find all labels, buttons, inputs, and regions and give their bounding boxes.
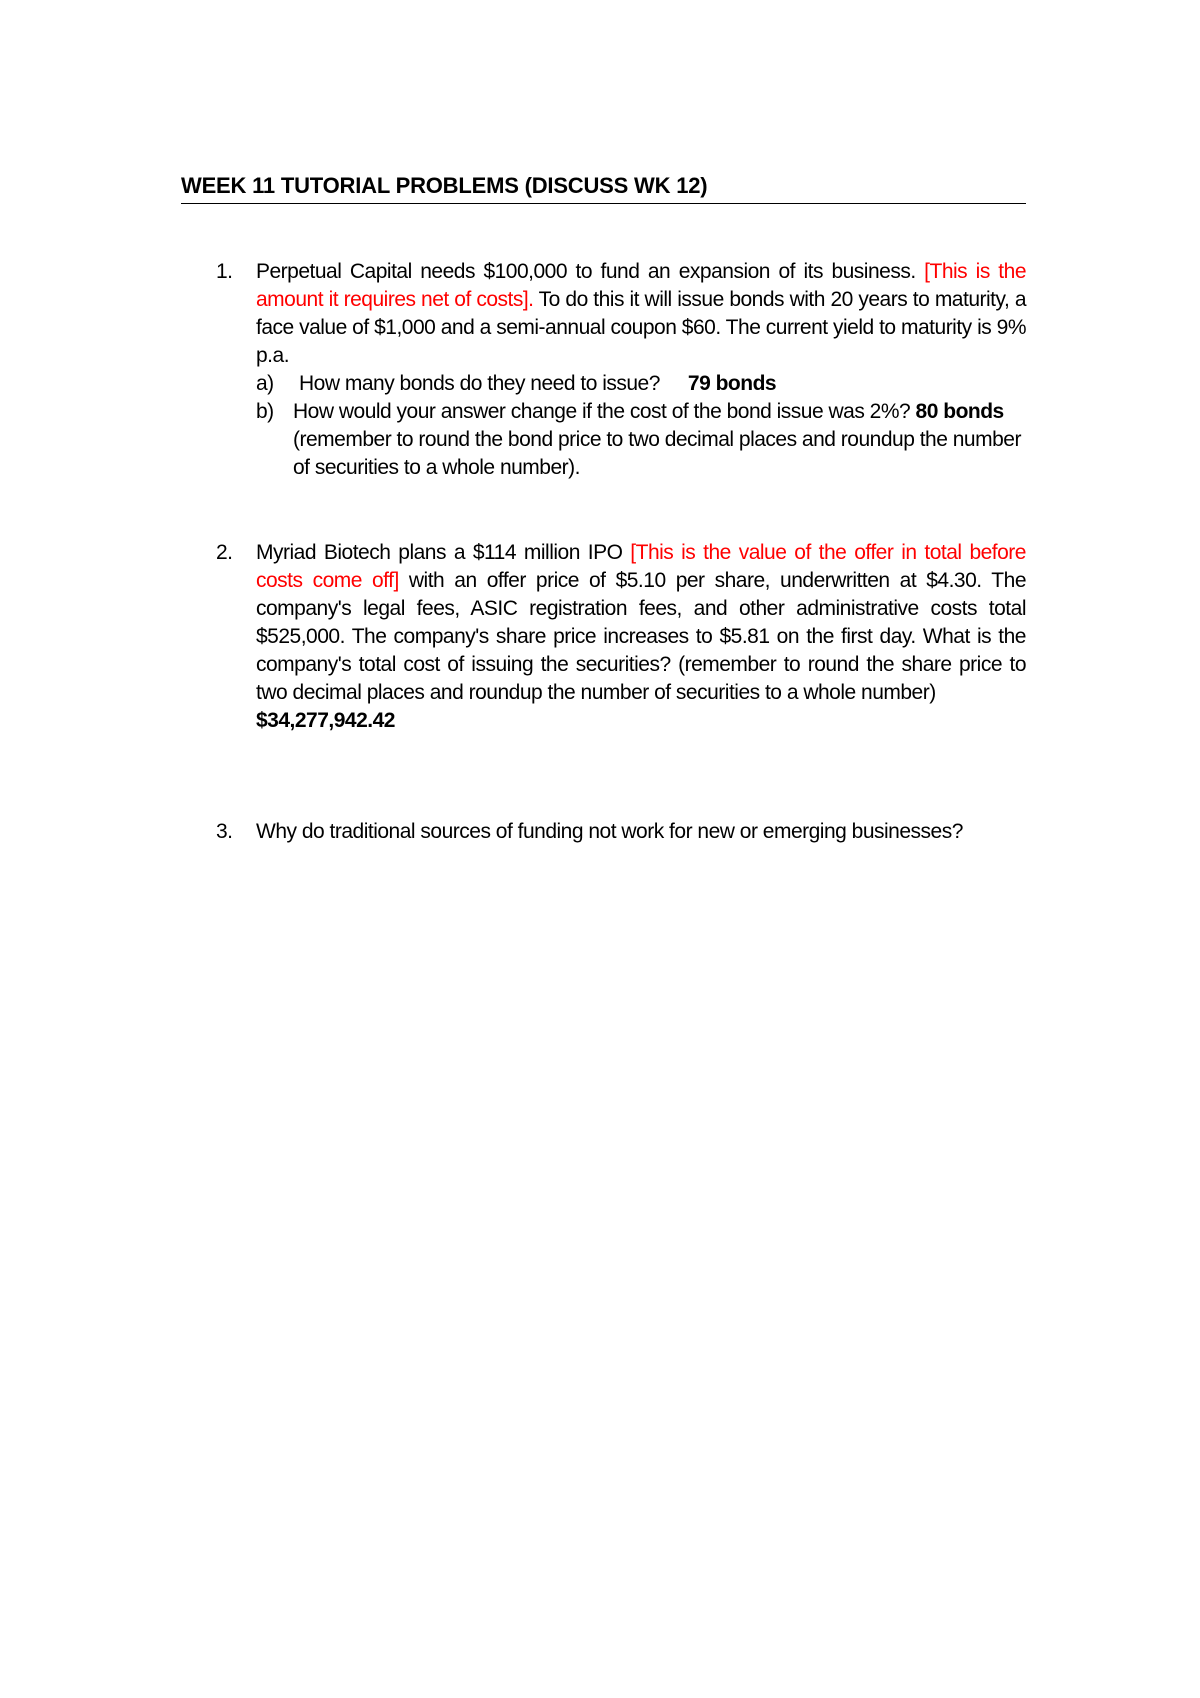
question-1	[216, 258, 1026, 482]
sub-question-label: b)	[256, 400, 274, 423]
answer: 80 bonds	[915, 400, 1004, 423]
answer: $34,277,942.42	[256, 709, 395, 732]
question-text	[256, 539, 1026, 707]
instructor-note: [This is the amount it requires net of costs].	[256, 260, 1026, 311]
question-number: 3.	[216, 820, 233, 843]
question-3	[216, 818, 1026, 846]
question-2	[216, 539, 1026, 735]
sub-question-text: How would your answer change if the cost of the bond issue was 2%?	[293, 400, 916, 423]
question-text: Why do traditional sources of funding not work for new or emerging businesses?	[256, 820, 963, 843]
page-title: WEEK 11 TUTORIAL PROBLEMS (DISCUSS WK 12)	[181, 172, 1026, 204]
sub-question-label: a)	[256, 372, 274, 395]
sub-question-a	[256, 370, 1026, 398]
question-number: 1.	[216, 260, 233, 283]
instructor-note: [This is the value of the offer in total before costs come off]	[256, 541, 1026, 592]
question-text-part: Myriad Biotech plans a $114 million IPO	[256, 541, 631, 564]
question-text	[256, 258, 1026, 370]
question-text-part: Perpetual Capital needs $100,000 to fund an expansion of its business.	[256, 260, 925, 283]
sub-question-text: How many bonds do they need to issue?	[299, 372, 660, 395]
question-text-part: To do this it will issue bonds with 20 years to maturity, a face value of $1,000 and a semi-annual coupon $60. The current yield to maturity is 9% p.a.	[256, 288, 1026, 367]
rounding-note: (remember to round the bond price to two decimal places and roundup the number of securities to a whole number).	[293, 428, 1021, 479]
question-number: 2.	[216, 541, 233, 564]
sub-question-b	[256, 398, 1026, 482]
question-text-part: with an offer price of $5.10 per share, underwritten at $4.30. The company's legal fees, ASIC registration fees, and other administrative costs total $525,000. The company's share price increases to $5.81 on the first day. What is the company's total cost of issuing the securities? (remember to round the share price to two decimal places and roundup the number of securities to a whole number)	[256, 569, 1026, 704]
answer: 79 bonds	[687, 372, 777, 395]
